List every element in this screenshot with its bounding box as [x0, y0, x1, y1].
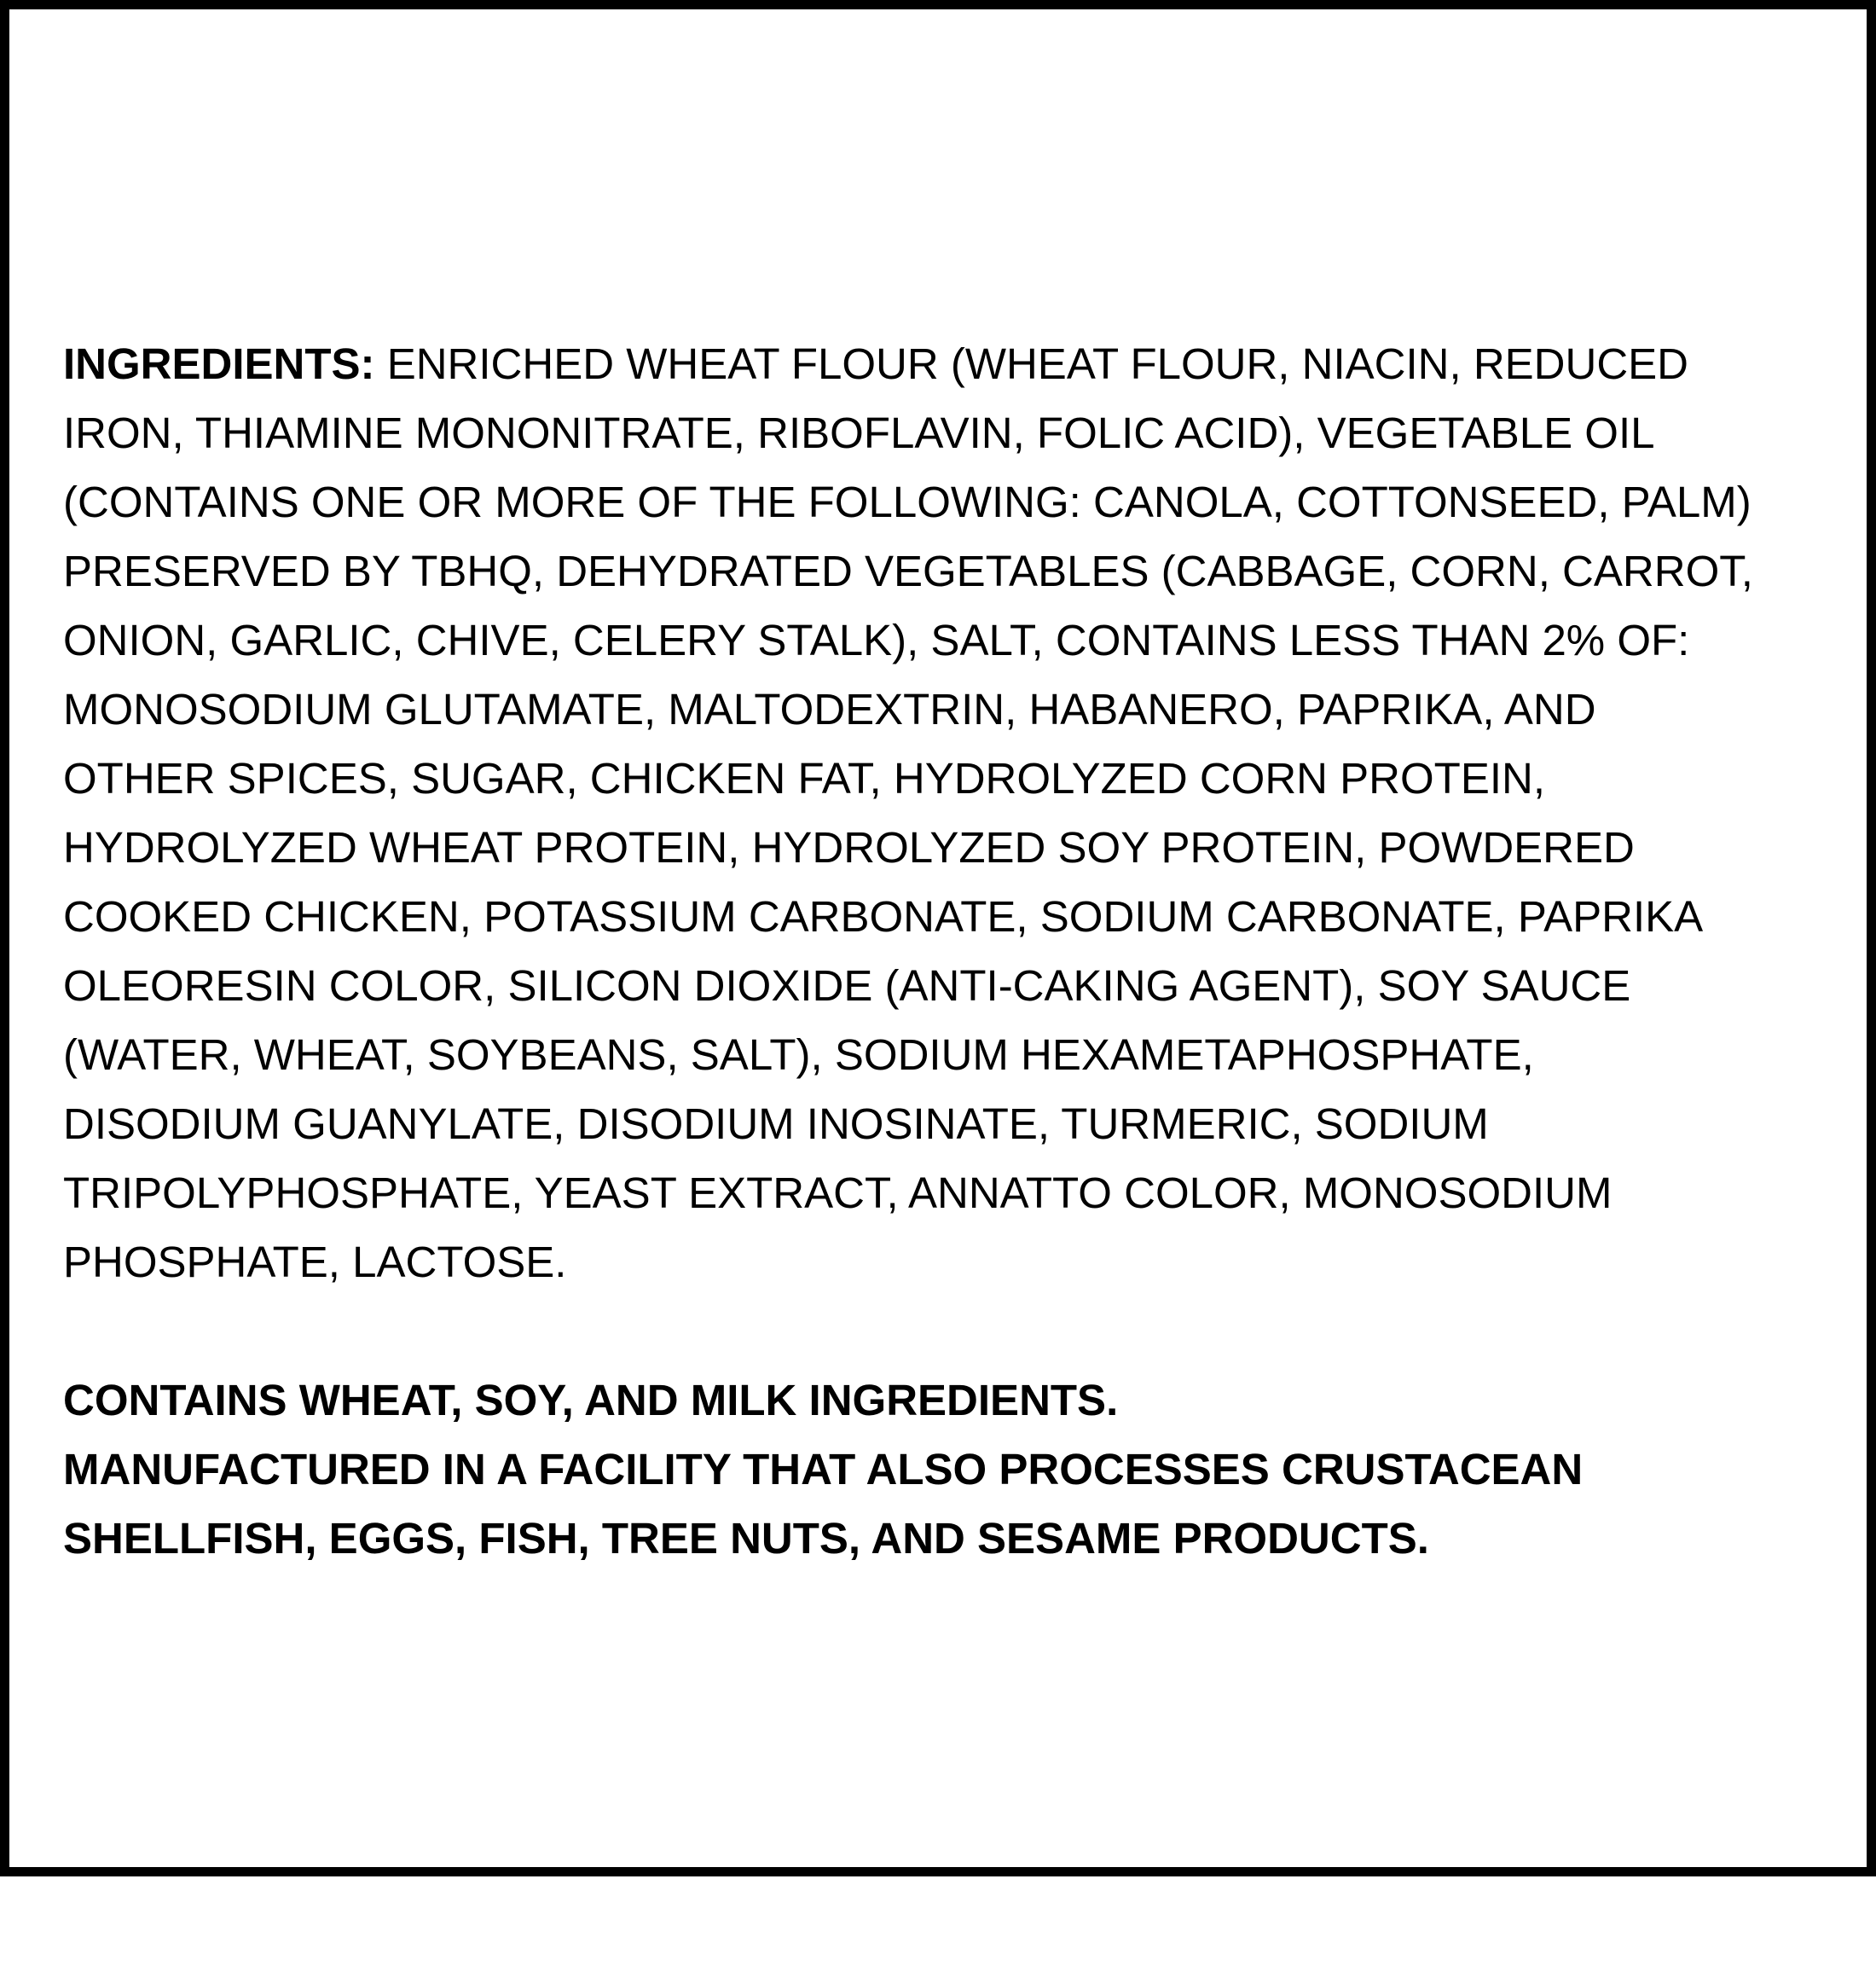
ingredients-line-9: COOKED CHICKEN, POTASSIUM CARBONATE, SODIUM CARBONATE, PAPRIKA — [63, 892, 1704, 941]
ingredients-line-6: MONOSODIUM GLUTAMATE, MALTODEXTRIN, HABANERO, PAPRIKA, AND — [63, 685, 1596, 734]
ingredients-line-11: (WATER, WHEAT, SOYBEANS, SALT), SODIUM HEXAMETAPHOSPHATE, — [63, 1030, 1534, 1079]
ingredients-line-13: TRIPOLYPHOSPHATE, YEAST EXTRACT, ANNATTO COLOR, MONOSODIUM — [63, 1169, 1613, 1217]
ingredients-line-2: IRON, THIAMINE MONONITRATE, RIBOFLAVIN, FOLIC ACID), VEGETABLE OIL — [63, 409, 1655, 457]
ingredients-line-7: OTHER SPICES, SUGAR, CHICKEN FAT, HYDROLYZED CORN PROTEIN, — [63, 754, 1546, 803]
facility-statement-line-2: SHELLFISH, EGGS, FISH, TREE NUTS, AND SESAME PRODUCTS. — [63, 1514, 1429, 1563]
ingredients-heading: INGREDIENTS: — [63, 339, 375, 388]
ingredients-line-1 — [63, 329, 1837, 398]
allergen-statement: CONTAINS WHEAT, SOY, AND MILK INGREDIENTS. — [63, 1376, 1119, 1424]
ingredients-line-3: (CONTAINS ONE OR MORE OF THE FOLLOWING: CANOLA, COTTONSEED, PALM) — [63, 478, 1752, 526]
section-spacer — [63, 1296, 1837, 1366]
ingredients-line-8: HYDROLYZED WHEAT PROTEIN, HYDROLYZED SOY PROTEIN, POWDERED — [63, 823, 1635, 872]
facility-statement-line-1: MANUFACTURED IN A FACILITY THAT ALSO PROCESSES CRUSTACEAN — [63, 1445, 1584, 1493]
ingredients-line-4: PRESERVED BY TBHQ, DEHYDRATED VEGETABLES (CABBAGE, CORN, CARROT, — [63, 547, 1753, 595]
ingredients-line-14: PHOSPHATE, LACTOSE. — [63, 1238, 567, 1286]
ingredients-line-5: ONION, GARLIC, CHIVE, CELERY STALK), SALT, CONTAINS LESS THAN 2% OF: — [63, 616, 1690, 664]
ingredients-line-10: OLEORESIN COLOR, SILICON DIOXIDE (ANTI-CAKING AGENT), SOY SAUCE — [63, 961, 1631, 1010]
ingredients-line-12: DISODIUM GUANYLATE, DISODIUM INOSINATE, TURMERIC, SODIUM — [63, 1099, 1489, 1148]
label-text-block — [63, 329, 1837, 1573]
ingredients-line-text: ENRICHED WHEAT FLOUR (WHEAT FLOUR, NIACIN, REDUCED — [374, 339, 1689, 388]
